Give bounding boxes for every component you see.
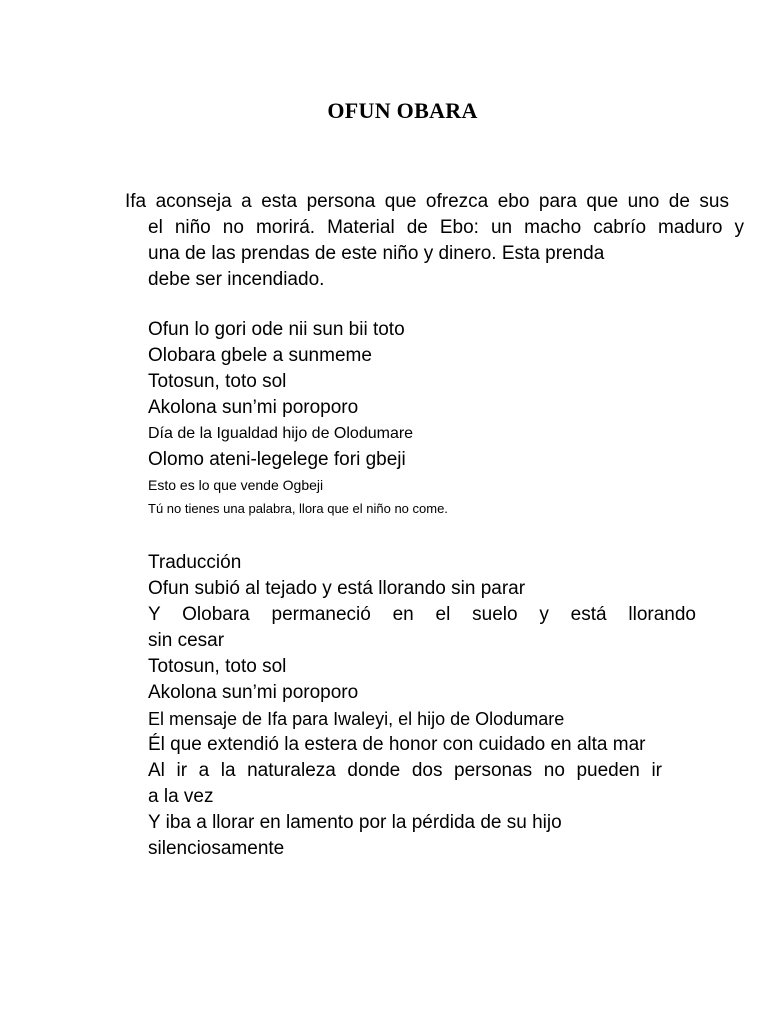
verse-line-7: Esto es lo que vende Ogbeji	[148, 477, 324, 493]
translation-line-1: Ofun subió al tejado y está llorando sin parar	[148, 578, 526, 599]
translation-line-3: sin cesar	[148, 630, 225, 651]
document-title: OFUN OBARA	[327, 98, 478, 123]
translation-line-6: El mensaje de Ifa para Iwaleyi, el hijo de Olodumare	[148, 709, 565, 729]
verse-line-4: Akolona sun’mi poroporo	[148, 397, 359, 418]
translation-line-11: silenciosamente	[148, 838, 285, 859]
verse-line-2: Olobara gbele a sunmeme	[148, 345, 372, 366]
translation-line-4: Totosun, toto sol	[148, 656, 287, 677]
verse-line-8: Tú no tienes una palabra, llora que el niño no come.	[148, 501, 448, 516]
verse-line-6: Olomo ateni-legelege fori gbeji	[148, 449, 406, 470]
verse-line-1: Ofun lo gori ode nii sun bii toto	[148, 319, 405, 340]
translation-line-2: Y Olobara permaneció en el suelo y está llorando	[148, 604, 696, 625]
translation-heading: Traducción	[148, 552, 242, 573]
translation-line-9: a la vez	[148, 786, 214, 807]
translation-line-8: Al ir a la naturaleza donde dos personas no pueden ir	[148, 760, 662, 781]
translation-line-5: Akolona sun’mi poroporo	[148, 682, 359, 703]
translation-line-7: Él que extendió la estera de honor con cuidado en alta mar	[148, 734, 646, 755]
translation-line-10: Y iba a llorar en lamento por la pérdida de su hijo	[148, 812, 562, 833]
intro-line-3: una de las prendas de este niño y dinero. Esta prenda	[148, 243, 605, 264]
verse-line-3: Totosun, toto sol	[148, 371, 287, 392]
intro-line-4: debe ser incendiado.	[148, 269, 325, 290]
verse-line-5: Día de la Igualdad hijo de Olodumare	[148, 425, 414, 442]
intro-line-1: Ifa aconseja a esta persona que ofrezca ebo para que uno de sus	[125, 191, 729, 212]
intro-line-2: el niño no morirá. Material de Ebo: un macho cabrío maduro y	[148, 217, 744, 238]
